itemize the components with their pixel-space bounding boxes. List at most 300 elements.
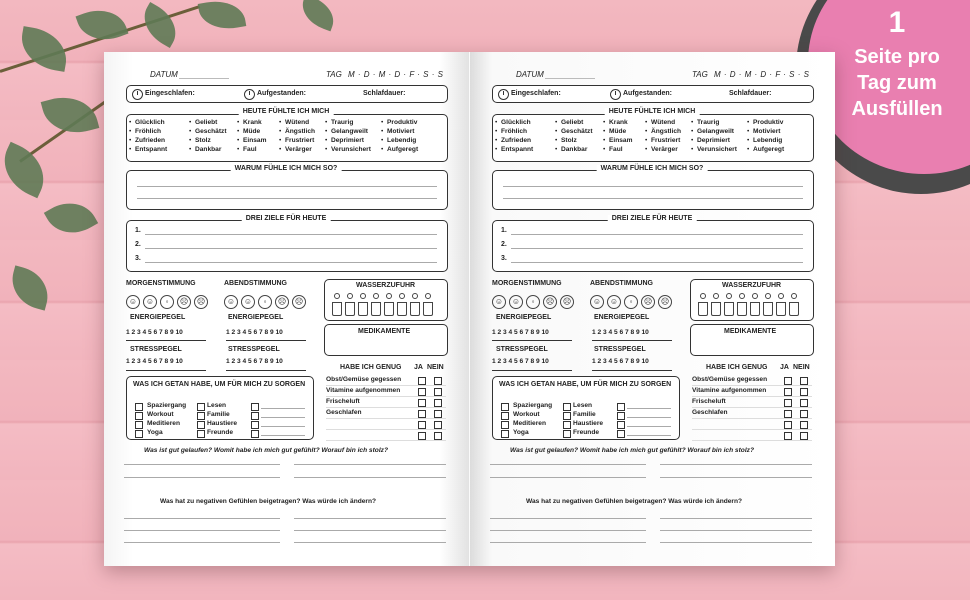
sleep-duration-label: Schlafdauer:: [729, 90, 772, 97]
feeling-item: Dankbar: [561, 146, 588, 153]
face-icon: ☺: [590, 295, 604, 309]
medication-title: MEDIKAMENTE: [724, 328, 777, 335]
selfcare-item: Freunde: [573, 429, 600, 436]
bullet-icon: •: [279, 146, 282, 153]
water-dot-icon: [700, 293, 706, 299]
yes-label: JA: [780, 364, 789, 371]
bullet-icon: •: [691, 146, 694, 153]
goals-title: DREI ZIELE FÜR HEUTE: [242, 215, 331, 222]
selfcare-checkbox: [563, 430, 571, 438]
bullet-icon: •: [129, 119, 132, 126]
no-checkbox: [800, 432, 808, 440]
face-icon: ☹: [641, 295, 655, 309]
energy-label-evening: ENERGIEPEGEL: [594, 314, 650, 321]
water-glass-icon: [371, 302, 381, 316]
goal-number: 3.: [135, 255, 141, 262]
feeling-item: Wütend: [651, 119, 676, 126]
bullet-icon: •: [603, 119, 606, 126]
selfcare-checkbox: [501, 430, 509, 438]
row-line: [692, 385, 812, 386]
selfcare-item: Haustiere: [207, 420, 238, 427]
feeling-item: Stolz: [195, 137, 211, 144]
row-line: [692, 407, 812, 408]
selfcare-title: WAS ICH GETAN HABE, UM FÜR MICH ZU SORGEN: [133, 381, 306, 388]
face-icon: ☹: [275, 295, 289, 309]
no-checkbox: [800, 388, 808, 396]
bullet-icon: •: [381, 128, 384, 135]
selfcare-checkbox: [251, 412, 259, 420]
selfcare-checkbox: [135, 412, 143, 420]
date-line: [545, 78, 595, 79]
leaf: [198, 0, 247, 34]
feeling-item: Entspannt: [501, 146, 534, 153]
right-page: [470, 52, 835, 566]
feeling-item: Geliebt: [195, 119, 218, 126]
water-dot-icon: [360, 293, 366, 299]
stress-label-evening: STRESSPEGEL: [228, 346, 280, 353]
selfcare-blank-line: [261, 435, 305, 436]
selfcare-checkbox: [617, 430, 625, 438]
day-label: TAG: [326, 70, 342, 79]
selfcare-item: Meditieren: [513, 420, 546, 427]
bullet-icon: •: [495, 119, 498, 126]
feeling-item: Geschätzt: [195, 128, 227, 135]
scale-underline: [126, 340, 206, 341]
date-label: DATUM: [516, 70, 544, 79]
selfcare-checkbox: [563, 403, 571, 411]
stress-scale-evening: 1 2 3 4 5 6 7 8 9 10: [226, 358, 283, 365]
day-label: TAG: [692, 70, 708, 79]
face-icon: ◦: [258, 295, 272, 309]
water-glass-icon: [397, 302, 407, 316]
selfcare-blank-line: [261, 426, 305, 427]
bullet-icon: •: [603, 146, 606, 153]
water-dot-icon: [373, 293, 379, 299]
feeling-item: Lebendig: [753, 137, 783, 144]
yes-checkbox: [418, 410, 426, 418]
feeling-item: Verunsichert: [331, 146, 371, 153]
row-line: [326, 429, 446, 430]
bullet-icon: •: [237, 128, 240, 135]
clock-icon: [244, 89, 255, 100]
feelings-box: [492, 114, 814, 162]
feeling-item: Aufgeregt: [387, 146, 419, 153]
date-line: [179, 78, 229, 79]
row-line: [326, 418, 446, 419]
feeling-item: Ängstlich: [285, 128, 316, 135]
yes-checkbox: [784, 377, 792, 385]
enough-item: Obst/Gemüse gegessen: [692, 376, 768, 383]
feeling-item: Geliebt: [561, 119, 584, 126]
scale-underline: [592, 340, 672, 341]
why-box: [492, 170, 814, 210]
feeling-item: Müde: [243, 128, 261, 135]
bullet-icon: •: [325, 137, 328, 144]
bullet-icon: •: [237, 146, 240, 153]
bullet-icon: •: [279, 119, 282, 126]
question-positive: Was ist gut gelaufen? Womit habe ich mich gut gefühlt? Worauf bin ich stolz?: [144, 447, 388, 454]
face-icon: ☺: [241, 295, 255, 309]
scale-underline: [492, 370, 572, 371]
selfcare-checkbox: [563, 421, 571, 429]
energy-scale-evening: 1 2 3 4 5 6 7 8 9 10: [226, 329, 283, 336]
bullet-icon: •: [495, 146, 498, 153]
feeling-item: Wütend: [285, 119, 310, 126]
bullet-icon: •: [279, 128, 282, 135]
enough-item: Obst/Gemüse gegessen: [326, 376, 402, 383]
no-checkbox: [800, 399, 808, 407]
stress-label-morning: STRESSPEGEL: [130, 346, 182, 353]
evening-mood-label: ABENDSTIMMUNG: [224, 280, 287, 287]
bullet-icon: •: [645, 146, 648, 153]
goal-number: 1.: [501, 227, 507, 234]
no-checkbox: [434, 421, 442, 429]
water-dot-icon: [791, 293, 797, 299]
bullet-icon: •: [747, 146, 750, 153]
selfcare-checkbox: [197, 412, 205, 420]
feeling-item: Motiviert: [753, 128, 781, 135]
bullet-icon: •: [129, 146, 132, 153]
feeling-item: Geschätzt: [561, 128, 593, 135]
no-checkbox: [434, 399, 442, 407]
face-icon: ☹: [560, 295, 574, 309]
yes-checkbox: [418, 377, 426, 385]
water-dot-icon: [425, 293, 431, 299]
feeling-item: Faul: [609, 146, 623, 153]
selfcare-blank-line: [627, 408, 671, 409]
sleep-box: [492, 85, 814, 103]
selfcare-checkbox: [617, 403, 625, 411]
bullet-icon: •: [555, 137, 558, 144]
question-positive: Was ist gut gelaufen? Womit habe ich mich gut gefühlt? Worauf bin ich stolz?: [510, 447, 754, 454]
selfcare-item: Lesen: [573, 402, 593, 409]
water-dot-icon: [334, 293, 340, 299]
bullet-icon: •: [129, 137, 132, 144]
selfcare-checkbox: [251, 430, 259, 438]
selfcare-checkbox: [501, 421, 509, 429]
no-checkbox: [434, 432, 442, 440]
clock-icon: [132, 89, 143, 100]
no-label: NEIN: [427, 364, 444, 371]
feeling-item: Ängstlich: [651, 128, 682, 135]
goal-number: 2.: [135, 241, 141, 248]
feeling-item: Produktiv: [387, 119, 418, 126]
selfcare-item: Yoga: [513, 429, 529, 436]
weekdays: M · D · M · D · F · S · S: [348, 70, 444, 79]
selfcare-checkbox: [197, 403, 205, 411]
selfcare-blank-line: [627, 417, 671, 418]
enough-item: Frischeluft: [692, 398, 726, 405]
selfcare-item: Familie: [573, 411, 596, 418]
question-negative: Was hat zu negativen Gefühlen beigetragen? Was würde ich ändern?: [160, 498, 377, 505]
feeling-item: Traurig: [331, 119, 354, 126]
feeling-item: Krank: [609, 119, 628, 126]
why-title: WARUM FÜHLE ICH MICH SO?: [597, 165, 708, 172]
selfcare-blank-line: [261, 417, 305, 418]
bullet-icon: •: [645, 128, 648, 135]
selfcare-checkbox: [563, 412, 571, 420]
water-dot-icon: [399, 293, 405, 299]
clock-icon: [610, 89, 621, 100]
no-checkbox: [800, 410, 808, 418]
feeling-item: Deprimiert: [331, 137, 364, 144]
feeling-item: Dankbar: [195, 146, 222, 153]
bullet-icon: •: [189, 128, 192, 135]
selfcare-blank-line: [627, 426, 671, 427]
selfcare-checkbox: [617, 412, 625, 420]
bullet-icon: •: [381, 119, 384, 126]
water-glass-icon: [763, 302, 773, 316]
selfcare-item: Haustiere: [573, 420, 604, 427]
feeling-item: Zufrieden: [135, 137, 166, 144]
feeling-item: Glücklich: [135, 119, 165, 126]
evening-mood-label: ABENDSTIMMUNG: [590, 280, 653, 287]
face-icon: ☺: [509, 295, 523, 309]
why-box: [126, 170, 448, 210]
weekdays: M · D · M · D · F · S · S: [714, 70, 810, 79]
no-checkbox: [800, 421, 808, 429]
feeling-item: Fröhlich: [135, 128, 162, 135]
bullet-icon: •: [325, 128, 328, 135]
goal-number: 2.: [501, 241, 507, 248]
water-dot-icon: [726, 293, 732, 299]
leaf: [6, 265, 54, 310]
face-icon: ◦: [526, 295, 540, 309]
bullet-icon: •: [189, 146, 192, 153]
face-icon: ☹: [658, 295, 672, 309]
feeling-item: Krank: [243, 119, 262, 126]
leaf: [41, 89, 100, 141]
feeling-item: Motiviert: [387, 128, 415, 135]
face-icon: ◦: [160, 295, 174, 309]
scale-underline: [226, 370, 306, 371]
energy-scale-morning: 1 2 3 4 5 6 7 8 9 10: [492, 329, 549, 336]
enough-item: Geschlafen: [692, 409, 728, 416]
sleep-duration-label: Schlafdauer:: [363, 90, 406, 97]
selfcare-title: WAS ICH GETAN HABE, UM FÜR MICH ZU SORGEN: [499, 381, 672, 388]
water-glass-icon: [698, 302, 708, 316]
left-page: [104, 52, 469, 566]
got-up-label: Aufgestanden:: [257, 90, 306, 97]
bullet-icon: •: [495, 128, 498, 135]
face-icon: ☹: [177, 295, 191, 309]
water-glass-icon: [724, 302, 734, 316]
scale-underline: [126, 370, 206, 371]
sleep-box: [126, 85, 448, 103]
no-label: NEIN: [793, 364, 810, 371]
feeling-item: Einsam: [609, 137, 633, 144]
stress-scale-morning: 1 2 3 4 5 6 7 8 9 10: [126, 358, 183, 365]
feeling-item: Zufrieden: [501, 137, 532, 144]
selfcare-box: [492, 376, 680, 440]
question-negative: Was hat zu negativen Gefühlen beigetragen? Was würde ich ändern?: [526, 498, 743, 505]
selfcare-checkbox: [251, 421, 259, 429]
why-title: WARUM FÜHLE ICH MICH SO?: [231, 165, 342, 172]
scale-underline: [492, 340, 572, 341]
feelings-title: HEUTE FÜHLTE ICH MICH: [605, 108, 700, 115]
date-label: DATUM: [150, 70, 178, 79]
selfcare-checkbox: [501, 403, 509, 411]
feeling-item: Gelangweilt: [697, 128, 735, 135]
bullet-icon: •: [747, 137, 750, 144]
water-glass-icon: [384, 302, 394, 316]
goals-title: DREI ZIELE FÜR HEUTE: [608, 215, 697, 222]
badge-line-2: Tag zum: [857, 72, 937, 94]
bullet-icon: •: [237, 137, 240, 144]
row-line: [326, 396, 446, 397]
selfcare-checkbox: [617, 421, 625, 429]
water-glass-icon: [737, 302, 747, 316]
water-dot-icon: [765, 293, 771, 299]
morning-mood-label: MORGENSTIMMUNG: [126, 280, 196, 287]
selfcare-item: Workout: [513, 411, 540, 418]
stress-label-evening: STRESSPEGEL: [594, 346, 646, 353]
bullet-icon: •: [325, 119, 328, 126]
bullet-icon: •: [555, 146, 558, 153]
bullet-icon: •: [645, 119, 648, 126]
bullet-icon: •: [691, 137, 694, 144]
bullet-icon: •: [645, 137, 648, 144]
row-line: [692, 429, 812, 430]
feeling-item: Stolz: [561, 137, 577, 144]
yes-checkbox: [784, 410, 792, 418]
enough-title: HABE ICH GENUG: [706, 364, 768, 371]
face-icon: ☺: [143, 295, 157, 309]
feeling-item: Entspannt: [135, 146, 168, 153]
face-icon: ☹: [543, 295, 557, 309]
enough-item: Vitamine aufgenommen: [326, 387, 401, 394]
water-dot-icon: [778, 293, 784, 299]
yes-label: JA: [414, 364, 423, 371]
water-dot-icon: [752, 293, 758, 299]
leaf: [44, 192, 98, 244]
selfcare-checkbox: [135, 430, 143, 438]
row-line: [692, 396, 812, 397]
goal-number: 3.: [501, 255, 507, 262]
no-checkbox: [434, 377, 442, 385]
feeling-item: Fröhlich: [501, 128, 528, 135]
feeling-item: Traurig: [697, 119, 720, 126]
selfcare-item: Spaziergang: [147, 402, 187, 409]
feeling-item: Gelangweilt: [331, 128, 369, 135]
face-icon: ☺: [126, 295, 140, 309]
feeling-item: Verärger: [285, 146, 312, 153]
water-dot-icon: [739, 293, 745, 299]
water-glass-icon: [789, 302, 799, 316]
badge-number: 1: [888, 6, 906, 39]
bullet-icon: •: [129, 128, 132, 135]
enough-title: HABE ICH GENUG: [340, 364, 402, 371]
water-glass-icon: [332, 302, 342, 316]
yes-checkbox: [784, 399, 792, 407]
fell-asleep-label: Eingeschlafen:: [511, 90, 561, 97]
water-dot-icon: [386, 293, 392, 299]
feeling-item: Verärger: [651, 146, 678, 153]
selfcare-item: Lesen: [207, 402, 227, 409]
feeling-item: Verunsichert: [697, 146, 737, 153]
leaf: [17, 26, 71, 72]
medication-title: MEDIKAMENTE: [358, 328, 411, 335]
scale-underline: [226, 340, 306, 341]
selfcare-checkbox: [135, 421, 143, 429]
yes-checkbox: [418, 421, 426, 429]
bullet-icon: •: [603, 137, 606, 144]
bullet-icon: •: [555, 128, 558, 135]
feeling-item: Glücklich: [501, 119, 531, 126]
selfcare-item: Yoga: [147, 429, 163, 436]
bullet-icon: •: [381, 137, 384, 144]
feeling-item: Müde: [609, 128, 627, 135]
face-icon: ☹: [292, 295, 306, 309]
face-icon: ☺: [224, 295, 238, 309]
row-line: [326, 407, 446, 408]
bullet-icon: •: [189, 119, 192, 126]
feeling-item: Deprimiert: [697, 137, 730, 144]
bullet-icon: •: [325, 146, 328, 153]
scale-underline: [592, 370, 672, 371]
bullet-icon: •: [495, 137, 498, 144]
water-glass-icon: [423, 302, 433, 316]
water-glass-icon: [410, 302, 420, 316]
water-dot-icon: [347, 293, 353, 299]
no-checkbox: [434, 388, 442, 396]
no-checkbox: [800, 377, 808, 385]
selfcare-checkbox: [135, 403, 143, 411]
row-line: [692, 440, 812, 441]
water-dot-icon: [412, 293, 418, 299]
journal-book: [104, 52, 835, 566]
selfcare-item: Spaziergang: [513, 402, 553, 409]
leaf: [76, 2, 129, 49]
row-line: [692, 418, 812, 419]
selfcare-checkbox: [197, 421, 205, 429]
bullet-icon: •: [189, 137, 192, 144]
stress-label-morning: STRESSPEGEL: [496, 346, 548, 353]
got-up-label: Aufgestanden:: [623, 90, 672, 97]
fell-asleep-label: Eingeschlafen:: [145, 90, 195, 97]
face-icon: ☺: [492, 295, 506, 309]
morning-mood-label: MORGENSTIMMUNG: [492, 280, 562, 287]
feeling-item: Frustriert: [651, 137, 681, 144]
feeling-item: Frustriert: [285, 137, 315, 144]
water-glass-icon: [711, 302, 721, 316]
clock-icon: [498, 89, 509, 100]
bullet-icon: •: [691, 119, 694, 126]
enough-item: Vitamine aufgenommen: [692, 387, 767, 394]
selfcare-checkbox: [501, 412, 509, 420]
yes-checkbox: [418, 388, 426, 396]
stress-scale-evening: 1 2 3 4 5 6 7 8 9 10: [592, 358, 649, 365]
yes-checkbox: [418, 399, 426, 407]
bullet-icon: •: [691, 128, 694, 135]
no-checkbox: [434, 410, 442, 418]
feeling-item: Faul: [243, 146, 257, 153]
bullet-icon: •: [747, 119, 750, 126]
bullet-icon: •: [381, 146, 384, 153]
enough-item: Frischeluft: [326, 398, 360, 405]
selfcare-box: [126, 376, 314, 440]
feeling-item: Aufgeregt: [753, 146, 785, 153]
face-icon: ◦: [624, 295, 638, 309]
feelings-title: HEUTE FÜHLTE ICH MICH: [239, 108, 334, 115]
yes-checkbox: [784, 432, 792, 440]
water-glass-icon: [345, 302, 355, 316]
enough-item: Geschlafen: [326, 409, 362, 416]
feeling-item: Einsam: [243, 137, 267, 144]
energy-label-morning: ENERGIEPEGEL: [130, 314, 186, 321]
badge-line-1: Seite pro: [854, 46, 940, 68]
face-icon: ☹: [194, 295, 208, 309]
